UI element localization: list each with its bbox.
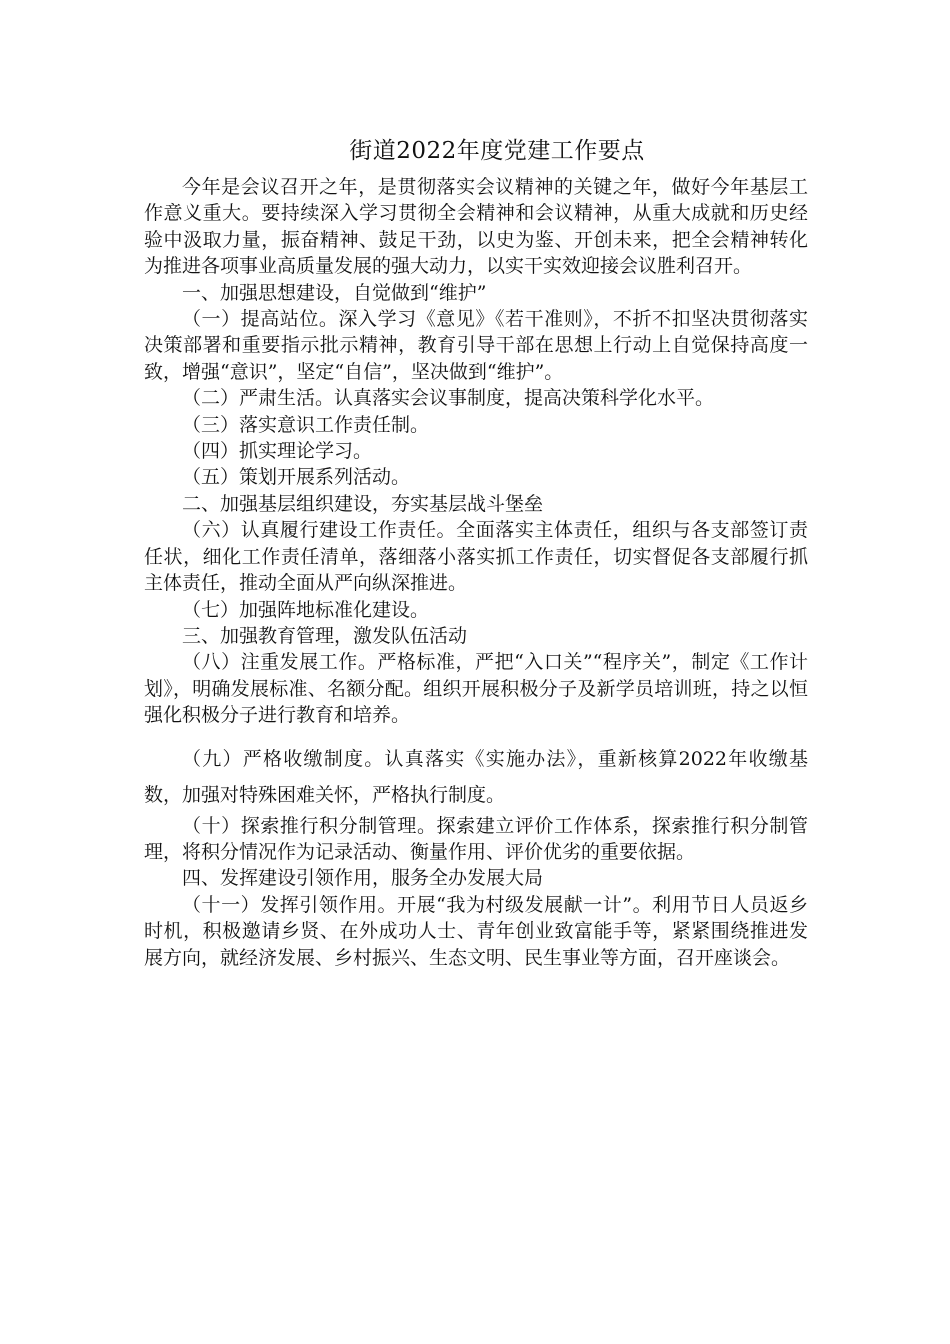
- item-1: （一）提高站位。深入学习《意见》《若干准则》，不折不扣坚决贯彻落实决策部署和重要指示批示精神，教育引导干部在思想上行动上自觉保持高度一致，增强“意识”，坚定“自信”，坚决做到“维护”。: [144, 308, 808, 383]
- item-9: （九）严格收缴制度。认真落实《实施办法》，重新核算2022年收缴基数，加强对特殊困难关怀，严格执行制度。: [144, 747, 808, 806]
- section-heading-4: 四、发挥建设引领作用，服务全办发展大局: [182, 867, 544, 890]
- section-heading-1: 一、加强思想建设，自觉做到“维护”: [182, 281, 487, 304]
- item-4: （四）抓实理论学习。: [182, 440, 373, 463]
- item-3: （三）落实意识工作责任制。: [182, 413, 430, 436]
- document-body: [144, 174, 808, 971]
- item-6: （六）认真履行建设工作责任。全面落实主体责任，组织与各支部签订责任状，细化工作责任清单，落细落小落实抓工作责任，切实督促各支部履行抓主体责任，推动全面从严向纵深推进。: [144, 519, 808, 595]
- section-heading-3: 三、加强教育管理，激发队伍活动: [182, 624, 468, 647]
- item-5: （五）策划开展系列活动。: [182, 466, 411, 489]
- paragraph-intro: 今年是会议召开之年，是贯彻落实会议精神的关键之年，做好今年基层工作意义重大。要持续深入学习贯彻全会精神和会议精神，从重大成就和历史经验中汲取力量，振奋精神、鼓足干劲，以史为鉴、开创未来，把全会精神转化为推进各项事业高质量发展的强大动力，以实干实效迎接会议胜利召开。: [144, 176, 808, 278]
- item-8: （八）注重发展工作。严格标准，严把“入口关”“程序关”，制定《工作计划》，明确发展标准、名额分配。组织开展积极分子及新学员培训班，持之以恒强化积极分子进行教育和培养。: [144, 651, 808, 727]
- section-heading-2: 二、加强基层组织建设，夯实基层战斗堡垒: [182, 492, 544, 515]
- item-2: （二）严肃生活。认真落实会议事制度，提高决策科学化水平。: [182, 387, 715, 410]
- item-11: （十一）发挥引领作用。开展“我为村级发展献一计”。利用节日人员返乡时机，积极邀请乡贤、在外成功人士、青年创业致富能手等，紧紧围绕推进发展方向，就经济发展、乡村振兴、生态文明、民生事业等方面，召开座谈会。: [144, 893, 808, 969]
- item-7: （七）加强阵地标准化建设。: [182, 598, 430, 621]
- item-10: （十）探索推行积分制管理。探索建立评价工作体系，探索推行积分制管理，将积分情况作为记录活动、衡量作用、评价优劣的重要依据。: [144, 814, 808, 863]
- document-title: 街道2022年度党建工作要点: [349, 138, 645, 164]
